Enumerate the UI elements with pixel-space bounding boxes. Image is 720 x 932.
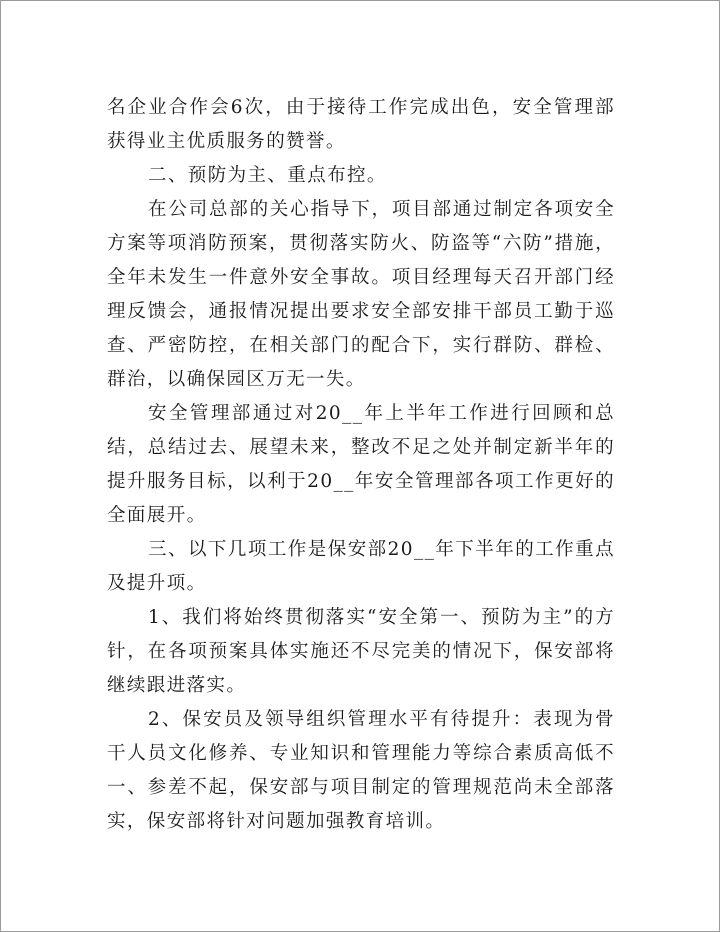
list-item-2: 2、保安员及领导组织管理水平有待提升：表现为骨干人员文化修养、专业知识和管理能力等综合素质高低不一、参差不起，保安部与项目制定的管理规范尚未全部落实，保安部将针对问题加强教育培训。	[107, 709, 615, 832]
paragraph-summary: 安全管理部通过对20__年上半年工作进行回顾和总结，总结过去、展望未来，整改不足之处并制定新半年的提升服务目标，以利于20__年安全管理部各项工作更好的全面展开。	[107, 403, 615, 526]
section-heading-2: 二、预防为主、重点布控。	[148, 165, 387, 186]
document-body	[107, 91, 615, 839]
list-item-1: 1、我们将始终贯彻落实“安全第一、预防为主”的方针，在各项预案具体实施还不尽完美的情况下，保安部将继续跟进落实。	[107, 607, 615, 696]
paragraph-prevention: 在公司总部的关心指导下，项目部通过制定各项安全方案等项消防预案，贯彻落实防火、防盗等“六防”措施，全年未发生一件意外安全事故。项目经理每天召开部门经理反馈会，通报情况提出要求安全部安排干部员工勤于巡查、严密防控，在相关部门的配合下，实行群防、群检、群治，以确保园区万无一失。	[107, 199, 615, 390]
section-heading-3: 三、以下几项工作是保安部20__年下半年的工作重点及提升项。	[107, 539, 615, 594]
paragraph-continuation: 名企业合作会6次，由于接待工作完成出色，安全管理部获得业主优质服务的赞誉。	[107, 97, 615, 152]
